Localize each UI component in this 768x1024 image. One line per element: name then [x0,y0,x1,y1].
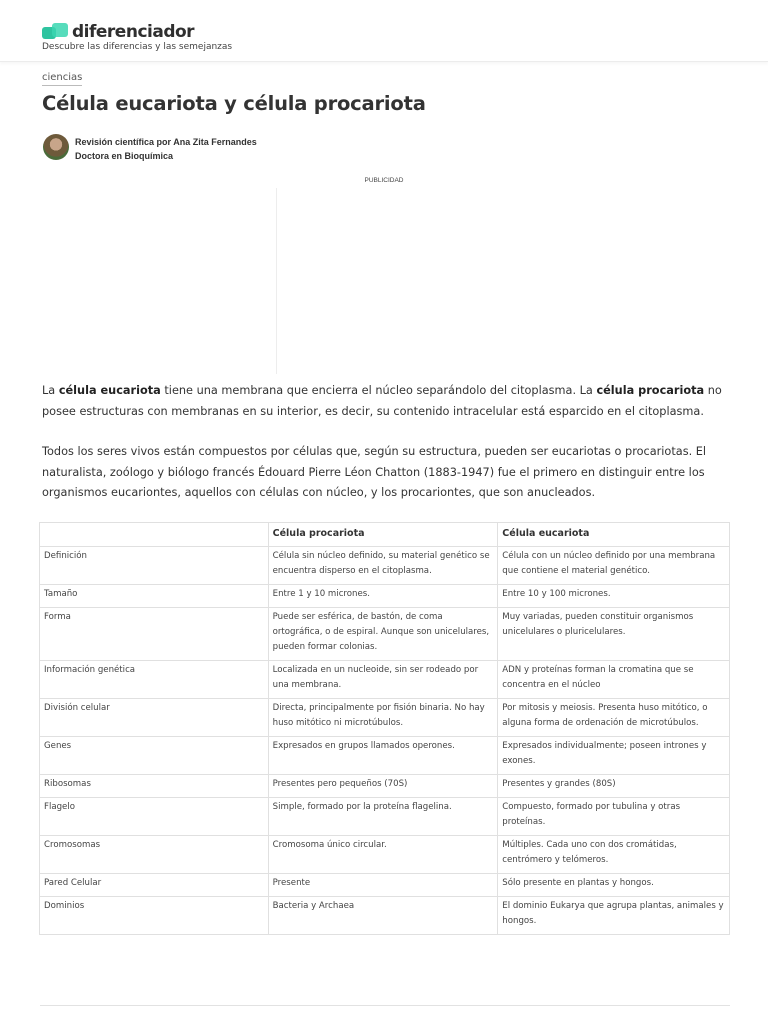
table-cell: Bacteria y Archaea [268,897,498,935]
term-procariota: célula procariota [596,384,705,397]
table-cell: Cromosoma único circular. [268,836,498,874]
term-eucariota: célula eucariota [58,384,161,397]
row-label: Ribosomas [40,775,269,798]
table-cell: Célula sin núcleo definido, su material genético se encuentra disperso en el citoplasma. [268,547,498,585]
intro-text-1: La [42,384,59,397]
table-row [40,585,730,608]
intro-paragraph [42,381,732,422]
logo-icon [42,23,68,41]
site-logo[interactable] [42,22,194,42]
table-cell: Expresados en grupos llamados operones. [268,737,498,775]
table-header-eucariota: Célula eucariota [498,523,730,547]
row-label: Forma [40,608,269,661]
ad-label: PUBLICIDAD [364,177,404,184]
category-link[interactable]: ciencias [42,72,82,86]
table-cell: Entre 10 y 100 micrones. [498,585,730,608]
table-cell: Compuesto, formado por tubulina y otras proteínas. [498,798,730,836]
table-cell: Expresados individualmente; poseen intrones y exones. [498,737,730,775]
table-cell: Por mitosis y meiosis. Presenta huso mitótico, o alguna forma de ordenación de microtúbulos. [498,699,730,737]
table-header-empty [40,523,269,547]
row-label: Flagelo [40,798,269,836]
table-cell: Sólo presente en plantas y hongos. [498,874,730,897]
footer-divider [40,1005,730,1006]
reviewer-avatar [43,134,69,160]
body-paragraph: Todos los seres vivos están compuestos por células que, según su estructura, pueden ser eucariotas o procariotas. El naturalista, zoólogo y biólogo francés Édouard Pierre Léon Chatton (1883-1947) fue el primero en distinguir entre los organismos eucariontes, aquellos con células con núcleo, y los procariontes, que son anucleados. [42,445,707,499]
site-header [0,0,768,62]
row-label: División celular [40,699,269,737]
table-cell: Célula con un núcleo definido por una membrana que contiene el material genético. [498,547,730,585]
table-row [40,737,730,775]
table-cell: Localizada en un nucleoide, sin ser rodeado por una membrana. [268,661,498,699]
table-row [40,608,730,661]
table-cell: Múltiples. Cada uno con dos cromátidas, centrómero y telómeros. [498,836,730,874]
reviewer-role: Doctora en Bioquímica [75,151,174,161]
table-row [40,897,730,935]
table-row [40,798,730,836]
reviewer-info [75,135,257,163]
table-cell: Presente [268,874,498,897]
table-cell: Simple, formado por la proteína flagelina. [268,798,498,836]
table-cell: Entre 1 y 10 micrones. [268,585,498,608]
intro-text-2: tiene una membrana que encierra el núcleo separándolo del citoplasma. La [160,384,597,397]
table-cell: El dominio Eukarya que agrupa plantas, animales y hongos. [498,897,730,935]
table-header-row [40,523,730,547]
row-label: Genes [40,737,269,775]
reviewer-name[interactable]: Revisión científica por Ana Zita Fernandes [75,137,257,147]
intro-text-3: no posee estructuras con membranas en su interior, es decir, su contenido intracelular está esparcido en el citoplasma. [42,384,722,418]
site-tagline: Descubre las diferencias y las semejanzas [42,42,233,52]
ad-divider [276,188,277,374]
table-cell: Directa, principalmente por fisión binaria. No hay huso mitótico ni microtúbulos. [268,699,498,737]
table-row [40,874,730,897]
row-label: Tamaño [40,585,269,608]
table-cell: ADN y proteínas forman la cromatina que se concentra en el núcleo [498,661,730,699]
page-title: Célula eucariota y célula procariota [42,92,426,115]
table-cell: Presentes y grandes (80S) [498,775,730,798]
table-row [40,836,730,874]
table-cell: Presentes pero pequeños (70S) [268,775,498,798]
logo-text: diferenciador [72,22,195,42]
comparison-table [39,522,730,935]
row-label: Cromosomas [40,836,269,874]
table-row [40,547,730,585]
row-label: Dominios [40,897,269,935]
table-header-procariota: Célula procariota [268,523,498,547]
table-cell: Puede ser esférica, de bastón, de coma ortográfica, o de espiral. Aunque son unicelulares, pueden formar colonias. [268,608,498,661]
row-label: Información genética [40,661,269,699]
table-row [40,661,730,699]
row-label: Definición [40,547,269,585]
table-cell: Muy variadas, pueden constituir organismos unicelulares o pluricelulares. [498,608,730,661]
table-row [40,699,730,737]
row-label: Pared Celular [40,874,269,897]
table-row [40,775,730,798]
